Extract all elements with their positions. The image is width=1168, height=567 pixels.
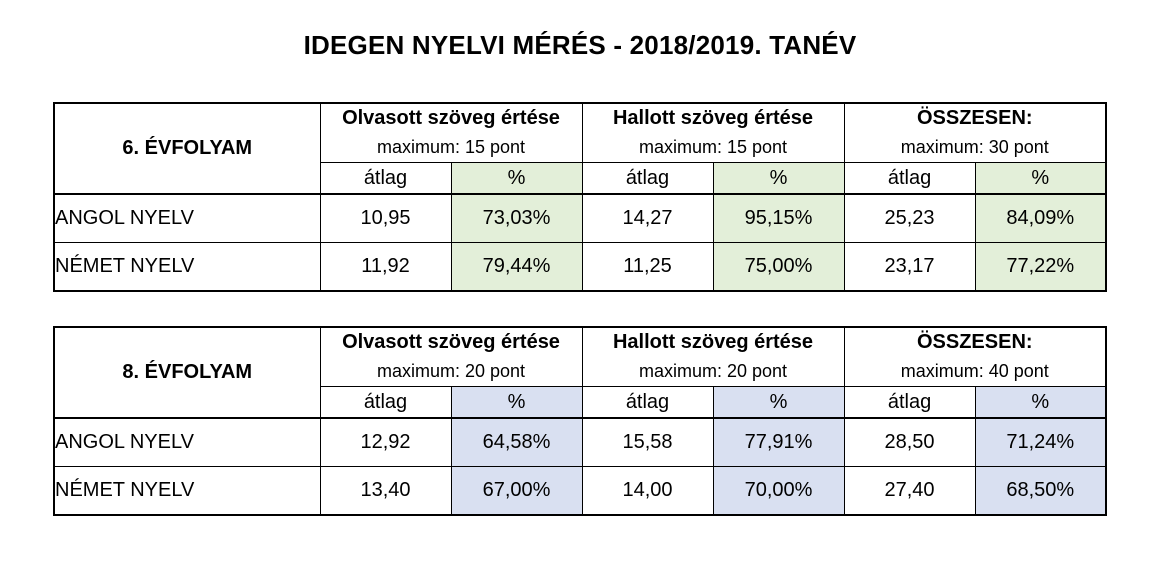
page-title: IDEGEN NYELVI MÉRÉS - 2018/2019. TANÉV: [303, 30, 857, 60]
group-name: ÖSSZESEN:: [916, 107, 1033, 129]
sub-header-avg: átlag: [582, 163, 713, 195]
sub-header-pct: %: [975, 387, 1106, 419]
group-header-listening: [582, 327, 844, 387]
group-header-total: [844, 103, 1106, 163]
pct-cell: 79,44%: [451, 243, 582, 292]
sub-header-pct: %: [975, 163, 1106, 195]
group-header-listening: [582, 103, 844, 163]
table-row: [54, 418, 1106, 467]
group-max: maximum: 30 pont: [900, 137, 1049, 157]
grade-8-table: [53, 326, 1107, 516]
group-max: maximum: 20 pont: [376, 361, 526, 381]
sub-header-pct: %: [713, 163, 844, 195]
avg-cell: 27,40: [844, 467, 975, 516]
pct-cell: 70,00%: [713, 467, 844, 516]
language-label: NÉMET NYELV: [54, 467, 320, 516]
avg-cell: 14,27: [582, 194, 713, 243]
avg-cell: 25,23: [844, 194, 975, 243]
pct-cell: 68,50%: [975, 467, 1106, 516]
table-row: [54, 194, 1106, 243]
language-label: ANGOL NYELV: [54, 194, 320, 243]
language-label: ANGOL NYELV: [54, 418, 320, 467]
avg-cell: 12,92: [320, 418, 451, 467]
pct-cell: 77,22%: [975, 243, 1106, 292]
grade-6-table: [53, 102, 1107, 292]
pct-cell: 64,58%: [451, 418, 582, 467]
group-header-reading: [320, 103, 582, 163]
group-header-reading: [320, 327, 582, 387]
group-header-total: [844, 327, 1106, 387]
group-name: Olvasott szöveg értése: [342, 107, 560, 129]
table-row: [54, 467, 1106, 516]
sub-header-avg: átlag: [844, 387, 975, 419]
sub-header-pct: %: [451, 163, 582, 195]
pct-cell: 73,03%: [451, 194, 582, 243]
sub-header-avg: átlag: [844, 163, 975, 195]
group-max: maximum: 20 pont: [638, 361, 788, 381]
avg-cell: 10,95: [320, 194, 451, 243]
grade-label: 8. ÉVFOLYAM: [54, 327, 320, 418]
grade-label: 6. ÉVFOLYAM: [54, 103, 320, 194]
sub-header-pct: %: [451, 387, 582, 419]
sub-header-avg: átlag: [320, 163, 451, 195]
avg-cell: 15,58: [582, 418, 713, 467]
avg-cell: 23,17: [844, 243, 975, 292]
pct-cell: 77,91%: [713, 418, 844, 467]
language-label: NÉMET NYELV: [54, 243, 320, 292]
pct-cell: 84,09%: [975, 194, 1106, 243]
group-name: Hallott szöveg értése: [612, 107, 814, 129]
pct-cell: 71,24%: [975, 418, 1106, 467]
avg-cell: 14,00: [582, 467, 713, 516]
avg-cell: 11,25: [582, 243, 713, 292]
avg-cell: 11,92: [320, 243, 451, 292]
group-name: ÖSSZESEN:: [916, 331, 1033, 353]
group-max: maximum: 40 pont: [900, 361, 1049, 381]
sub-header-avg: átlag: [582, 387, 713, 419]
table-row: [54, 243, 1106, 292]
sub-header-avg: átlag: [320, 387, 451, 419]
avg-cell: 28,50: [844, 418, 975, 467]
group-max: maximum: 15 pont: [376, 137, 526, 157]
group-name: Hallott szöveg értése: [612, 331, 814, 353]
pct-cell: 67,00%: [451, 467, 582, 516]
group-max: maximum: 15 pont: [638, 137, 788, 157]
group-name: Olvasott szöveg értése: [342, 331, 560, 353]
pct-cell: 95,15%: [713, 194, 844, 243]
avg-cell: 13,40: [320, 467, 451, 516]
pct-cell: 75,00%: [713, 243, 844, 292]
sub-header-pct: %: [713, 387, 844, 419]
